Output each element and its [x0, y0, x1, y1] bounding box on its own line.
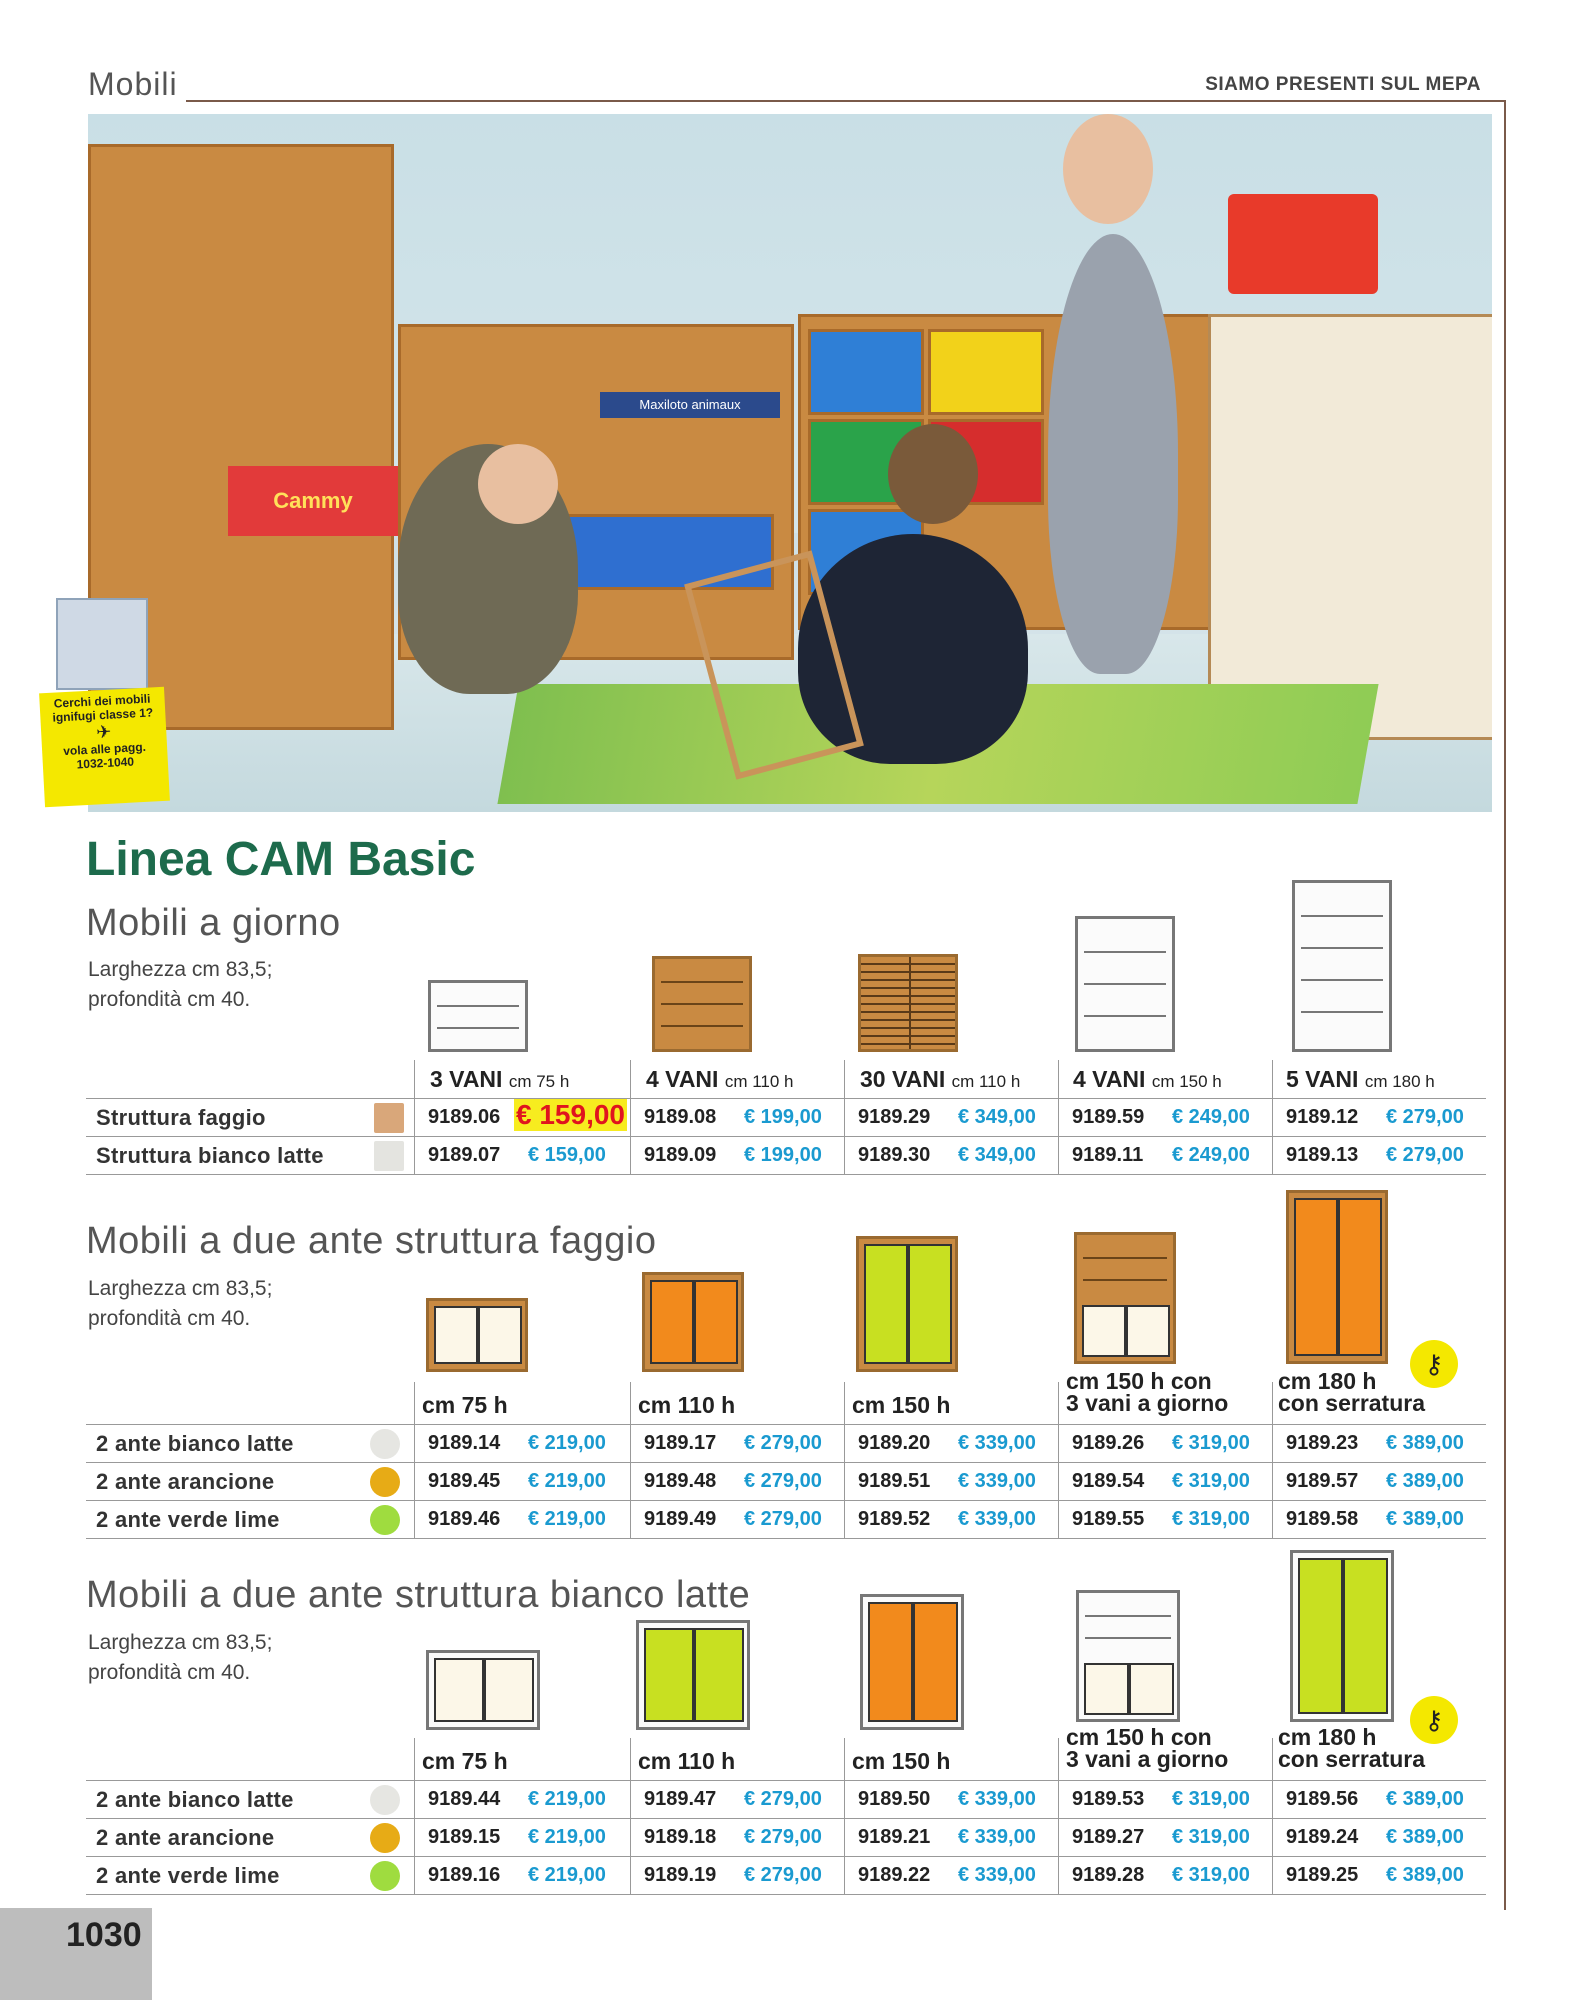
column-separator [414, 1060, 415, 1174]
col-name: 4 VANI [646, 1066, 719, 1092]
col-head-s3-3 [852, 1748, 950, 1775]
photo-child-3-head [1063, 114, 1153, 224]
col-head-4-vani-150 [1073, 1066, 1222, 1093]
color-swatch [374, 1141, 404, 1171]
product-image-4-vani-110 [652, 956, 752, 1052]
col-name: 4 VANI [1073, 1066, 1146, 1092]
product-price: € 219,00 [528, 1508, 606, 1530]
shelf-line [1301, 979, 1383, 981]
divider [909, 957, 911, 1049]
product-price: € 389,00 [1386, 1432, 1464, 1454]
col-size: cm 75 h [508, 1072, 570, 1091]
product-price: € 389,00 [1386, 1508, 1464, 1530]
product-code: 9189.53 [1072, 1788, 1145, 1810]
product-code: 9189.30 [858, 1144, 931, 1166]
photo-game-box: Maxiloto animaux [600, 392, 780, 418]
column-separator [630, 1738, 631, 1894]
product-price: € 249,00 [1172, 1144, 1250, 1166]
product-price: € 279,00 [744, 1432, 822, 1454]
col-head-s2-2 [638, 1392, 735, 1419]
column-separator [844, 1738, 845, 1894]
product-code: 9189.45 [428, 1470, 501, 1492]
col-head-s3-1 [422, 1748, 508, 1775]
product-price: € 349,00 [958, 1106, 1036, 1128]
col-head-s3-2 [638, 1748, 735, 1775]
color-swatch [370, 1429, 400, 1459]
product-code: 9189.16 [428, 1864, 501, 1886]
shelf-line [1301, 915, 1383, 917]
color-swatch [370, 1861, 400, 1891]
product-price: € 319,00 [1172, 1470, 1250, 1492]
product-price: € 219,00 [528, 1432, 606, 1454]
door [864, 1244, 908, 1364]
product-image-bianco-180 [1290, 1550, 1394, 1722]
row-label: 2 ante arancione [96, 1469, 275, 1494]
product-image-2-ante-110 [642, 1272, 744, 1372]
product-code: 9189.50 [858, 1788, 931, 1810]
section-2-depth: profondità cm 40. [88, 1307, 251, 1330]
fireproof-callout[interactable] [42, 590, 162, 810]
product-price: € 279,00 [744, 1864, 822, 1886]
col-name: cm 150 h [852, 1392, 951, 1418]
photo-child-3 [1048, 234, 1178, 674]
product-price: € 389,00 [1386, 1788, 1464, 1810]
key-icon: ⚷ [1410, 1696, 1458, 1744]
page-right-rule [1504, 100, 1506, 1910]
section-2-dimensions [88, 1274, 272, 1334]
product-code: 9189.46 [428, 1508, 501, 1530]
section-1-dimensions [88, 955, 272, 1015]
door [434, 1658, 484, 1722]
callout-line-4: 1032-1040 [76, 754, 135, 772]
product-image-bianco-110 [636, 1620, 750, 1730]
door [1298, 1558, 1343, 1714]
photo-child-1-head [478, 444, 558, 524]
table-bottom-rule [86, 1174, 1486, 1175]
product-code: 9189.48 [644, 1470, 717, 1492]
product-code: 9189.28 [1072, 1864, 1145, 1886]
shelf-line [661, 1003, 743, 1005]
column-separator [630, 1060, 631, 1174]
header-rule [186, 100, 1506, 102]
product-price: € 339,00 [958, 1432, 1036, 1454]
product-price: € 319,00 [1172, 1508, 1250, 1530]
callout-line-3: vola alle pagg. [62, 739, 147, 759]
color-swatch [370, 1823, 400, 1853]
door [1338, 1198, 1382, 1356]
col-head-s2-3 [852, 1392, 950, 1419]
row-label: Struttura faggio [96, 1105, 266, 1130]
product-code: 9189.17 [644, 1432, 717, 1454]
column-separator [844, 1060, 845, 1174]
callout-line-2: ignifugi classe 1? [52, 705, 154, 725]
product-price: € 279,00 [744, 1826, 822, 1848]
col-name-2: 3 vani a giorno [1066, 1390, 1229, 1416]
door [694, 1280, 738, 1364]
product-image-bianco-150-vani [1076, 1590, 1180, 1722]
door [694, 1628, 744, 1722]
product-code: 9189.19 [644, 1864, 717, 1886]
row-label: 2 ante verde lime [96, 1863, 280, 1888]
product-price: € 249,00 [1172, 1106, 1250, 1128]
product-price: € 279,00 [744, 1470, 822, 1492]
product-code: 9189.57 [1286, 1470, 1359, 1492]
product-code: 9189.07 [428, 1144, 501, 1166]
table-row [86, 1462, 1486, 1500]
product-line-title: Linea CAM Basic [86, 833, 476, 886]
row-label: 2 ante bianco latte [96, 1431, 294, 1456]
col-name: 3 VANI [430, 1066, 503, 1092]
column-separator [1058, 1060, 1059, 1174]
product-code: 9189.20 [858, 1432, 931, 1454]
photo-toy-box: Cammy [228, 466, 398, 536]
product-code: 9189.21 [858, 1826, 931, 1848]
product-image-bianco-150 [860, 1594, 964, 1730]
door [908, 1244, 952, 1364]
product-code: 9189.24 [1286, 1826, 1359, 1848]
callout-line-1: Cerchi dei mobili [53, 691, 151, 711]
shelf-line [1084, 1015, 1166, 1017]
col-size: cm 110 h [724, 1072, 794, 1091]
door [868, 1602, 913, 1722]
door [1082, 1305, 1126, 1357]
shelf-line [1301, 1011, 1383, 1013]
product-code: 9189.29 [858, 1106, 931, 1128]
section-title: Mobili [88, 66, 178, 102]
col-head-5-vani [1286, 1066, 1435, 1093]
col-size: cm 150 h [1151, 1072, 1222, 1091]
mepa-notice: SIAMO PRESENTI SUL MEPA [1205, 74, 1481, 95]
product-code: 9189.06 [428, 1106, 501, 1128]
product-price: € 339,00 [958, 1508, 1036, 1530]
product-image-2-ante-150-vani [1074, 1232, 1176, 1364]
column-separator [414, 1382, 415, 1538]
product-code: 9189.44 [428, 1788, 501, 1810]
section-2-width: Larghezza cm 83,5; [88, 1277, 273, 1300]
product-code: 9189.51 [858, 1470, 931, 1492]
product-price: € 339,00 [958, 1470, 1036, 1492]
product-code: 9189.22 [858, 1864, 931, 1886]
photo-child-2-head [888, 424, 978, 524]
product-code: 9189.49 [644, 1508, 717, 1530]
product-price: € 389,00 [1386, 1864, 1464, 1886]
table-row [86, 1136, 1486, 1174]
door [1294, 1198, 1338, 1356]
product-price: € 279,00 [1386, 1144, 1464, 1166]
col-name: 30 VANI [860, 1066, 946, 1092]
section-1-title: Mobili a giorno [86, 902, 341, 944]
product-price: € 159,00 [528, 1144, 606, 1166]
col-name: cm 75 h [422, 1392, 508, 1418]
product-price: € 339,00 [958, 1864, 1036, 1886]
table-row [86, 1500, 1486, 1538]
product-price: € 339,00 [958, 1826, 1036, 1848]
product-code: 9189.14 [428, 1432, 501, 1454]
shelf-line [1085, 1615, 1171, 1617]
product-image-4-vani-150 [1075, 916, 1175, 1052]
col-name: cm 150 h con [1066, 1368, 1212, 1394]
col-name: cm 180 h [1278, 1724, 1377, 1750]
photo-bin-yellow [928, 329, 1044, 415]
product-price: € 199,00 [744, 1144, 822, 1166]
section-3-dimensions [88, 1628, 272, 1688]
shelf-line [437, 1027, 519, 1029]
table-bottom-rule [86, 1538, 1486, 1539]
product-code: 9189.56 [1286, 1788, 1359, 1810]
door [1126, 1305, 1170, 1357]
shelf-line [1084, 951, 1166, 953]
section-3-width: Larghezza cm 83,5; [88, 1631, 273, 1654]
product-price: € 199,00 [744, 1106, 822, 1128]
column-separator [1058, 1738, 1059, 1894]
door [484, 1658, 534, 1722]
highlight-price: € 159,00 [516, 1099, 625, 1130]
product-price: € 279,00 [744, 1788, 822, 1810]
door [650, 1280, 694, 1364]
column-separator [1272, 1060, 1273, 1174]
product-price: € 219,00 [528, 1470, 606, 1492]
col-name-2: con serratura [1278, 1746, 1426, 1772]
table-row [86, 1818, 1486, 1856]
shelf-line [661, 981, 743, 983]
page-number: 1030 [66, 1916, 142, 1954]
col-name: 5 VANI [1286, 1066, 1359, 1092]
classroom-photo [88, 114, 1492, 812]
product-price: € 339,00 [958, 1788, 1036, 1810]
product-code: 9189.58 [1286, 1508, 1359, 1530]
product-code: 9189.47 [644, 1788, 717, 1810]
photo-bin-blue [808, 329, 924, 415]
table-row [86, 1098, 1486, 1136]
product-code: 9189.15 [428, 1826, 501, 1848]
product-image-2-ante-150 [856, 1236, 958, 1372]
col-name: cm 150 h [852, 1748, 951, 1774]
shelf-line [1301, 947, 1383, 949]
product-price: € 319,00 [1172, 1432, 1250, 1454]
callout-tag [39, 687, 170, 807]
door [434, 1306, 478, 1364]
product-image-bianco-75 [426, 1650, 540, 1730]
shelf-line [1083, 1257, 1167, 1259]
door [1084, 1663, 1129, 1715]
product-code: 9189.55 [1072, 1508, 1145, 1530]
product-image-3-vani [428, 980, 528, 1052]
column-separator [844, 1382, 845, 1538]
col-name-2: con serratura [1278, 1390, 1426, 1416]
product-price: € 279,00 [744, 1508, 822, 1530]
door [913, 1602, 958, 1722]
door [1343, 1558, 1388, 1714]
product-code: 9189.52 [858, 1508, 931, 1530]
door [644, 1628, 694, 1722]
shelf-line [661, 1025, 743, 1027]
color-swatch [370, 1785, 400, 1815]
row-label: Struttura bianco latte [96, 1143, 324, 1168]
column-separator [630, 1382, 631, 1538]
col-size: cm 110 h [951, 1072, 1021, 1091]
column-separator [1272, 1738, 1273, 1894]
section-3-depth: profondità cm 40. [88, 1661, 251, 1684]
door [1129, 1663, 1174, 1715]
product-price: € 319,00 [1172, 1788, 1250, 1810]
product-image-30-vani [858, 954, 958, 1052]
col-name: cm 150 h con [1066, 1724, 1212, 1750]
col-head-s3-4 [1066, 1726, 1228, 1770]
col-name-2: 3 vani a giorno [1066, 1746, 1229, 1772]
section-2-title: Mobili a due ante struttura faggio [86, 1220, 657, 1262]
row-label: 2 ante verde lime [96, 1507, 280, 1532]
color-swatch [370, 1505, 400, 1535]
product-code: 9189.12 [1286, 1106, 1359, 1128]
product-code: 9189.23 [1286, 1432, 1359, 1454]
col-name: cm 110 h [638, 1748, 736, 1774]
column-separator [1058, 1382, 1059, 1538]
shelf-line [437, 1005, 519, 1007]
product-price: € 219,00 [528, 1826, 606, 1848]
table-bottom-rule [86, 1894, 1486, 1895]
product-code: 9189.26 [1072, 1432, 1145, 1454]
shelf-line [1083, 1279, 1167, 1281]
col-head-4-vani-110 [646, 1066, 794, 1093]
col-size: cm 180 h [1364, 1072, 1435, 1091]
col-head-s3-5 [1278, 1726, 1425, 1770]
col-head-s2-1 [422, 1392, 508, 1419]
row-label: 2 ante arancione [96, 1825, 275, 1850]
product-code: 9189.08 [644, 1106, 717, 1128]
product-code: 9189.09 [644, 1144, 717, 1166]
photo-toy-house [1228, 194, 1378, 294]
col-head-30-vani [860, 1066, 1020, 1093]
table-row [86, 1856, 1486, 1894]
product-code: 9189.18 [644, 1826, 717, 1848]
product-price: € 389,00 [1386, 1470, 1464, 1492]
color-swatch [374, 1103, 404, 1133]
product-image-2-ante-75 [426, 1298, 528, 1372]
product-price: € 279,00 [1386, 1106, 1464, 1128]
callout-cabinet-image [56, 598, 148, 690]
table-row [86, 1780, 1486, 1818]
color-swatch [370, 1467, 400, 1497]
product-price: € 319,00 [1172, 1826, 1250, 1848]
row-label: 2 ante bianco latte [96, 1787, 294, 1812]
product-image-2-ante-180 [1286, 1190, 1388, 1364]
product-price: € 389,00 [1386, 1826, 1464, 1848]
product-code: 9189.11 [1072, 1144, 1144, 1166]
product-code: 9189.54 [1072, 1470, 1145, 1492]
section-1-depth: profondità cm 40. [88, 988, 251, 1011]
door [478, 1306, 522, 1364]
shelf-line [1084, 983, 1166, 985]
col-head-3-vani [430, 1066, 569, 1093]
paper-plane-icon: ✈ [95, 721, 112, 743]
product-price: € 349,00 [958, 1144, 1036, 1166]
column-separator [1272, 1382, 1273, 1538]
product-code: 9189.13 [1286, 1144, 1359, 1166]
col-name: cm 180 h [1278, 1368, 1377, 1394]
col-head-s2-5 [1278, 1370, 1425, 1414]
key-icon: ⚷ [1410, 1340, 1458, 1388]
photo-cabinet-right [1208, 314, 1492, 740]
product-price: € 219,00 [528, 1788, 606, 1810]
product-code: 9189.25 [1286, 1864, 1359, 1886]
column-separator [414, 1738, 415, 1894]
section-1-width: Larghezza cm 83,5; [88, 958, 273, 981]
shelf-line [1085, 1637, 1171, 1639]
col-head-s2-4 [1066, 1370, 1228, 1414]
section-3-title: Mobili a due ante struttura bianco latte [86, 1574, 751, 1616]
table-row [86, 1424, 1486, 1462]
product-price: € 319,00 [1172, 1864, 1250, 1886]
product-price: € 219,00 [528, 1864, 606, 1886]
product-code: 9189.27 [1072, 1826, 1145, 1848]
product-code: 9189.59 [1072, 1106, 1145, 1128]
col-name: cm 75 h [422, 1748, 508, 1774]
col-name: cm 110 h [638, 1392, 736, 1418]
product-image-5-vani [1292, 880, 1392, 1052]
